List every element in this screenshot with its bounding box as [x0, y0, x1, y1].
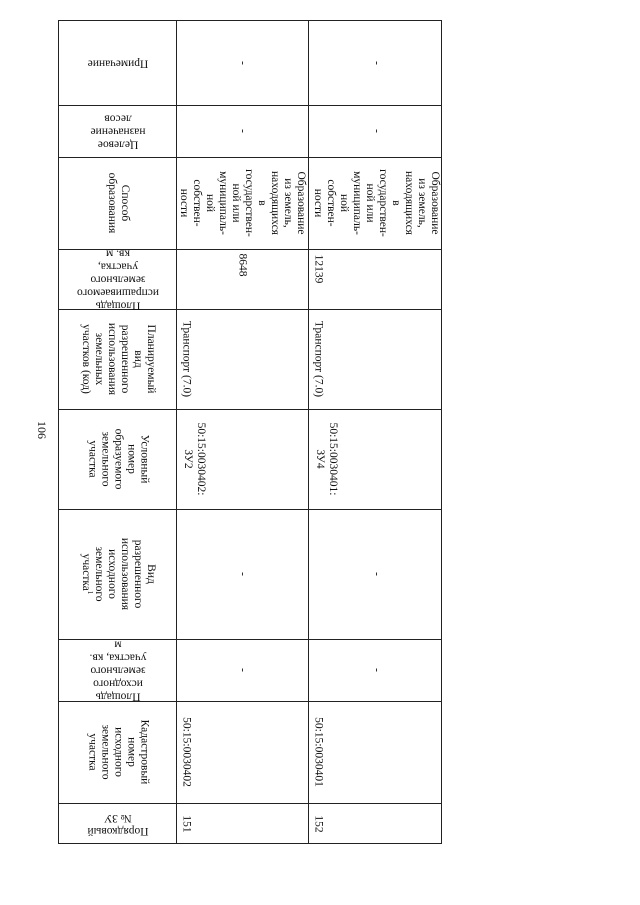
header-order-no [59, 803, 176, 845]
row-152-requested-area-text: 12139 [312, 254, 325, 284]
row-152-requested-area [308, 249, 443, 309]
footnote-marker: 1 [85, 590, 94, 595]
header-note [59, 21, 176, 105]
row-152-permitted-use-text: - [370, 572, 382, 576]
row-151-formation-method-text: Образование из земель, находящихся в государствен- ной или муниципаль- ной собствен- ности [178, 169, 307, 237]
row-151-forest-purpose-text: - [236, 129, 249, 133]
header-cadastral-number [59, 701, 176, 803]
header-formation-method [59, 157, 176, 249]
row-151-conditional-number [176, 409, 308, 509]
header-conditional-number [59, 409, 176, 509]
row-151-note [176, 21, 308, 105]
row-152-order-no-text: 152 [312, 815, 325, 833]
header-cadastral-number-text: Кадастровый номер исходного земельного участка [86, 719, 150, 785]
row-152-forest-purpose-text: - [370, 129, 382, 133]
row-152-note-text: - [370, 61, 382, 65]
header-note-text: Примечание [87, 57, 148, 70]
page-number: 106 [35, 421, 49, 439]
row-152-formation-method [308, 157, 443, 249]
row-151-cadastral-number [176, 701, 308, 803]
header-formation-method-text: Способ образования [105, 172, 131, 234]
row-152-source-area-text: - [370, 668, 382, 672]
row-151-permitted-use [176, 509, 308, 639]
row-151-requested-area-text: 8648 [236, 253, 249, 277]
row-151-source-area-text: - [236, 668, 249, 672]
row-151-note-text: - [236, 61, 249, 65]
header-requested-area [59, 247, 176, 312]
header-requested-area-text: Площадь испрашиваемого земельного участка, кв. м [76, 247, 159, 312]
row-151-source-area [176, 639, 308, 701]
row-151-formation-method [176, 157, 308, 249]
header-planned-use [59, 309, 176, 409]
row-151-order-no-text: 151 [180, 815, 193, 833]
row-152-note [308, 21, 443, 105]
land-plots-table [58, 20, 442, 844]
header-permitted-use [59, 509, 176, 639]
row-152-planned-use-text: Транспорт (7.0) [312, 320, 325, 398]
header-order-no-text: Порядковый № ЗУ [86, 812, 149, 837]
row-151-cadastral-number-text: 50:15:0030402 [180, 717, 193, 787]
row-152-conditional-number-text: 50:15:0030401: ЗУ4 [314, 422, 339, 496]
row-152-permitted-use [308, 509, 443, 639]
row-152-forest-purpose [308, 105, 443, 157]
header-conditional-number-text: Условный номер образуемого земельного участка [86, 428, 150, 490]
row-151-forest-purpose [176, 105, 308, 157]
header-permitted-use-wrap [79, 538, 157, 610]
row-151-permitted-use-text: - [236, 572, 249, 576]
row-151-planned-use [176, 309, 308, 409]
row-151-order-no [176, 803, 308, 845]
header-source-area [59, 639, 176, 701]
row-151-requested-area [176, 249, 308, 309]
header-permitted-use-text: Вид разрешенного использования исходного земельного участка [79, 537, 157, 611]
row-151-planned-use-text: Транспорт (7.0) [180, 320, 193, 398]
row-152-formation-method-text: Образование из земель, находящихся в государствен- ной или муниципаль- ной собствен- ности [311, 169, 441, 237]
header-forest-purpose-text: Целевое назначение лесов [90, 112, 145, 151]
row-152-planned-use [308, 309, 443, 409]
row-152-order-no [308, 803, 443, 845]
row-152-source-area [308, 639, 443, 701]
row-152-cadastral-number-text: 50:15:0030401 [312, 717, 325, 787]
header-source-area-text: Площадь исходного земельного участка, кв. м [89, 638, 146, 703]
header-planned-use-text: Планируемый вид разрешенного использования земельных участков (код) [79, 322, 157, 396]
header-forest-purpose [59, 105, 176, 157]
row-151-conditional-number-text: 50:15:0030402: ЗУ2 [182, 422, 207, 496]
row-152-cadastral-number [308, 701, 443, 803]
row-152-conditional-number [308, 409, 443, 509]
